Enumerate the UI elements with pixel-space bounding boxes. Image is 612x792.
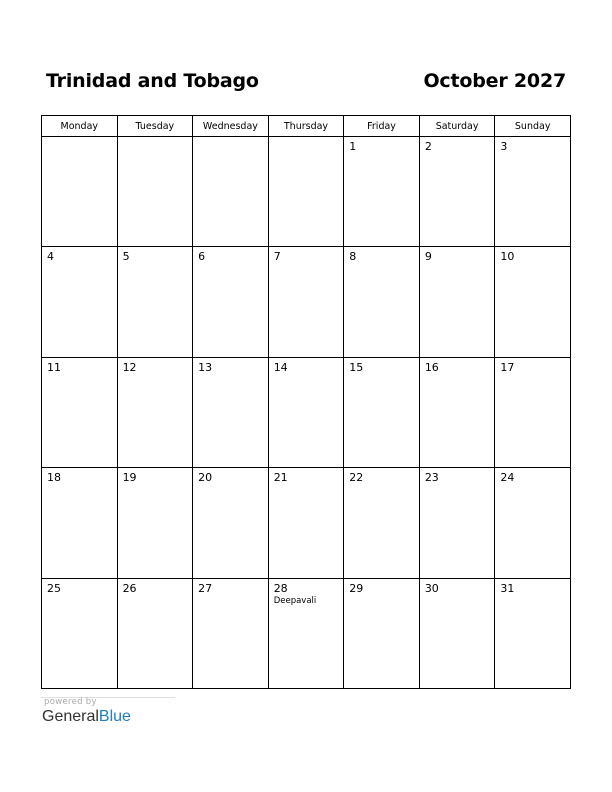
day-cell-saturday[interactable]: [419, 247, 495, 357]
day-cell-friday[interactable]: [344, 357, 420, 467]
day-cell-thursday[interactable]: [268, 468, 344, 578]
brand-general-text: General: [42, 708, 99, 725]
day-cell-tuesday[interactable]: [117, 247, 193, 357]
day-cell-saturday[interactable]: [419, 137, 495, 247]
day-number: 31: [500, 581, 515, 595]
day-cell-saturday[interactable]: [419, 357, 495, 467]
day-number: 11: [47, 360, 61, 374]
day-number: 18: [47, 471, 61, 485]
day-cell-tuesday[interactable]: [117, 137, 193, 247]
day-number: 7: [273, 250, 281, 264]
day-number: 28: [273, 581, 288, 595]
day-cell-sunday[interactable]: [495, 247, 571, 357]
week-row: [42, 357, 571, 467]
weekday-wednesday: Wednesday: [193, 116, 269, 137]
day-number: 1: [349, 140, 357, 153]
day-cell-tuesday[interactable]: [117, 578, 193, 688]
weekday-header-row: [42, 116, 571, 137]
weekday-tuesday: Tuesday: [117, 116, 193, 137]
month-title: October 2027: [423, 70, 566, 92]
day-number: 24: [500, 471, 515, 485]
day-number: 4: [47, 250, 54, 264]
calendar-grid: [41, 115, 571, 689]
country-title: Trinidad and Tobago: [46, 70, 259, 92]
day-number: 9: [424, 250, 432, 264]
day-number: 5: [122, 250, 130, 264]
day-cell-monday[interactable]: [42, 578, 118, 688]
day-number: 27: [198, 581, 213, 595]
week-row: [42, 578, 571, 688]
weekday-thursday: Thursday: [268, 116, 344, 137]
day-cell-monday[interactable]: [42, 137, 118, 247]
day-number: 20: [198, 471, 213, 485]
day-cell-wednesday[interactable]: [193, 468, 269, 578]
day-number: 17: [500, 360, 515, 374]
week-row: [42, 247, 571, 357]
day-number: 30: [424, 581, 439, 595]
day-cell-sunday[interactable]: [495, 357, 571, 467]
day-number: 21: [273, 471, 288, 485]
calendar-header: [46, 70, 566, 100]
day-number: 2: [424, 140, 432, 153]
day-cell-wednesday[interactable]: [193, 247, 269, 357]
day-number: 26: [122, 581, 137, 595]
day-number: 3: [500, 140, 508, 153]
powered-by-label: powered by: [44, 697, 97, 707]
weekday-sunday: Sunday: [495, 116, 571, 137]
day-cell-wednesday[interactable]: [193, 357, 269, 467]
generalblue-logo[interactable]: [42, 708, 131, 726]
day-cell-saturday[interactable]: [419, 578, 495, 688]
day-cell-monday[interactable]: [42, 468, 118, 578]
day-cell-sunday[interactable]: [495, 468, 571, 578]
month-calendar: [41, 115, 571, 689]
day-number: 14: [273, 360, 288, 374]
holiday-label: Deepavali: [273, 595, 317, 606]
day-number: 29: [349, 581, 364, 595]
day-number: 15: [349, 360, 364, 374]
day-cell-monday[interactable]: [42, 247, 118, 357]
week-row: [42, 468, 571, 578]
day-cell-friday[interactable]: [344, 468, 420, 578]
week-row: [42, 137, 571, 247]
day-cell-saturday[interactable]: [419, 468, 495, 578]
day-cell-thursday[interactable]: [268, 357, 344, 467]
day-cell-wednesday[interactable]: [193, 137, 269, 247]
day-number: 25: [47, 581, 61, 595]
day-cell-tuesday[interactable]: [117, 357, 193, 467]
day-number: 6: [198, 250, 206, 264]
day-number: 19: [122, 471, 137, 485]
day-cell-thursday[interactable]: [268, 578, 344, 688]
weekday-monday: Monday: [42, 116, 118, 137]
day-cell-monday[interactable]: [42, 357, 118, 467]
day-cell-friday[interactable]: [344, 578, 420, 688]
day-number: 16: [424, 360, 439, 374]
day-cell-wednesday[interactable]: [193, 578, 269, 688]
day-cell-thursday[interactable]: [268, 247, 344, 357]
day-cell-sunday[interactable]: [495, 578, 571, 688]
day-cell-friday[interactable]: [344, 247, 420, 357]
day-number: 10: [500, 250, 515, 264]
day-cell-tuesday[interactable]: [117, 468, 193, 578]
day-cell-friday[interactable]: [344, 137, 420, 247]
weekday-saturday: Saturday: [419, 116, 495, 137]
day-number: 23: [424, 471, 439, 485]
day-number: 22: [349, 471, 364, 485]
weekday-friday: Friday: [344, 116, 420, 137]
day-number: 13: [198, 360, 213, 374]
day-cell-sunday[interactable]: [495, 137, 571, 247]
day-number: 12: [122, 360, 137, 374]
day-cell-thursday[interactable]: [268, 137, 344, 247]
day-number: 8: [349, 250, 357, 264]
brand-blue-text: Blue: [98, 708, 131, 725]
